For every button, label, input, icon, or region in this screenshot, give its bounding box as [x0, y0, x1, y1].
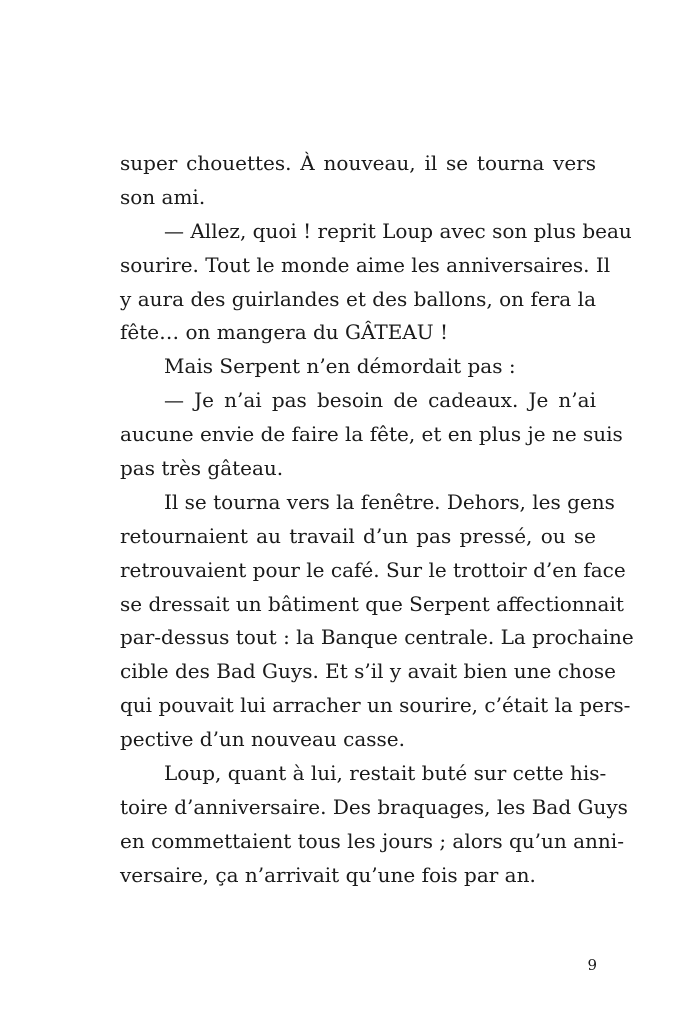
text-line: cible des Bad Guys. Et s’il y avait bien une chose [120, 659, 616, 684]
text-line: fête… on mangera du GÂTEAU ! [120, 320, 448, 345]
text-line: super chouettes. À nouveau, il se tourna vers [120, 151, 596, 175]
text-line: sourire. Tout le monde aime les anniversaires. Il [120, 252, 611, 277]
body-text [120, 147, 634, 893]
text-line: — Je n’ai pas besoin de cadeaux. Je n’ai [164, 388, 596, 413]
text-line: pas très gâteau. [120, 456, 284, 481]
text-line: Loup, quant à lui, restait buté sur cette his- [164, 761, 607, 786]
text-line: Il se tourna vers la fenêtre. Dehors, les gens [164, 489, 615, 514]
text-line: son ami. [120, 184, 206, 209]
text-line: aucune envie de faire la fête, et en plus je ne suis [120, 422, 623, 447]
text-line: toire d’anniversaire. Des braquages, les Bad Guys [120, 794, 628, 819]
text-line: versaire, ça n’arrivait qu’une fois par an. [120, 862, 536, 887]
text-line: en commettaient tous les jours ; alors qu’un anni- [120, 828, 624, 853]
page-number: 9 [587, 956, 597, 974]
text-line: pective d’un nouveau casse. [120, 727, 405, 752]
text-line: se dressait un bâtiment que Serpent affectionnait [120, 591, 624, 616]
text-line: — Allez, quoi ! reprit Loup avec son plus beau [164, 218, 632, 243]
text-line: qui pouvait lui arracher un sourire, c’était la pers- [120, 693, 631, 718]
text-line: y aura des guirlandes et des ballons, on fera la [120, 286, 596, 311]
text-line: par-dessus tout : la Banque centrale. La prochaine [120, 625, 634, 650]
text-line: retrouvaient pour le café. Sur le trottoir d’en face [120, 557, 626, 582]
text-line: retournaient au travail d’un pas pressé, ou se [120, 523, 596, 548]
text-line: Mais Serpent n’en démordait pas : [164, 354, 516, 379]
